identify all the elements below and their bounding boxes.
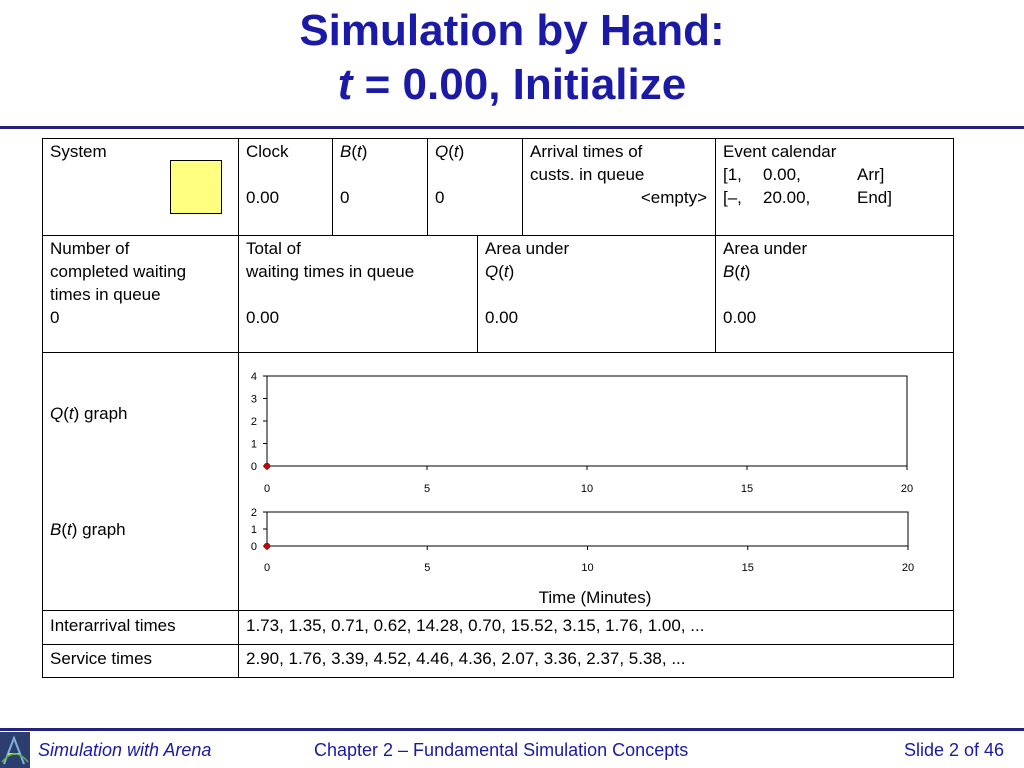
event-entity: [1, <box>723 165 742 184</box>
b-x-tick-label: 10 <box>581 562 594 574</box>
interarrival-label-cell <box>42 612 184 639</box>
clock-label: Clock <box>246 142 289 161</box>
service-values-cell <box>238 645 694 672</box>
area-b-t: t <box>740 262 745 281</box>
total-wait-label-2: waiting times in queue <box>246 262 415 281</box>
num-completed-cell <box>42 235 194 331</box>
event-type: Arr] <box>857 165 885 184</box>
footer-right: Slide 2 of 46 <box>904 740 1005 760</box>
q-label: Q(t) <box>435 142 465 161</box>
area-b-label-2: B(t) <box>723 262 751 281</box>
num-completed-label-2: completed waiting <box>50 262 187 281</box>
area-q-label-2: Q(t) <box>485 262 515 281</box>
event-time: 0.00, <box>763 165 801 184</box>
b-y-tick-label: 0 <box>250 541 257 553</box>
q-graph-post: graph <box>79 404 128 423</box>
b-y-tick-label: 1 <box>250 524 257 536</box>
area-q-t: t <box>503 262 509 281</box>
num-completed-label-1: Number of <box>50 239 130 258</box>
arena-logo-icon <box>0 732 30 768</box>
q-y-tick-label: 3 <box>250 393 257 406</box>
total-wait-label-1: Total of <box>246 239 301 258</box>
service-label: Service times <box>50 649 153 668</box>
total-wait-cell <box>238 235 422 331</box>
q-x-tick-label: 0 <box>263 483 271 495</box>
q-graph-t: t <box>68 404 74 423</box>
num-completed-label-3: times in queue <box>50 285 161 304</box>
num-completed-value: 0 <box>50 308 60 327</box>
clock-cell <box>238 138 297 211</box>
service-label-cell <box>42 645 160 672</box>
q-graph-label: Q(t) graph <box>50 404 128 423</box>
b-cell <box>332 138 375 211</box>
b-x-tick-label: 20 <box>901 562 915 574</box>
event-calendar-title: Event calendar <box>723 142 837 161</box>
arrival-cell <box>522 138 715 211</box>
q-y-tick-label: 4 <box>250 371 257 383</box>
b-y-tick-label: 2 <box>250 507 257 519</box>
title-t-variable: t <box>337 60 353 109</box>
arrival-label-2: custs. in queue <box>530 165 645 184</box>
area-q-label-1: Area under <box>485 239 570 258</box>
event-type: End] <box>857 188 892 207</box>
server-box <box>170 160 222 214</box>
q-chart <box>251 371 913 495</box>
b-x-tick-label: 15 <box>741 562 754 574</box>
b-chart <box>251 507 914 574</box>
event-calendar-cell <box>715 138 954 211</box>
event-entity: [–, <box>723 188 742 207</box>
system-label: System <box>50 142 107 161</box>
q-y-tick-label: 0 <box>250 461 257 473</box>
q-y-tick-label: 2 <box>250 416 257 428</box>
total-wait-value: 0.00 <box>246 308 280 327</box>
b-graph-t: t <box>67 520 72 539</box>
area-b-label-1: Area under <box>723 239 808 258</box>
clock-value: 0.00 <box>246 188 280 207</box>
slide-title <box>0 4 1024 112</box>
area-b-value: 0.00 <box>723 308 757 327</box>
b-graph-label: B(t) graph <box>50 520 126 539</box>
b-label-t: t <box>357 142 362 161</box>
q-data-point <box>264 463 270 469</box>
title-line-1: Simulation by Hand: <box>299 6 725 55</box>
event-row <box>723 186 946 209</box>
area-q-cell <box>477 235 577 331</box>
arrival-label-1: Arrival times of <box>530 142 643 161</box>
q-x-tick-label: 20 <box>900 483 914 495</box>
arrival-value: <empty> <box>640 188 707 207</box>
b-value: 0 <box>340 188 350 207</box>
title-line-2-rest: = 0.00, Initialize <box>352 60 687 109</box>
system-cell <box>42 138 115 165</box>
b-x-tick-label: 0 <box>263 562 271 574</box>
q-y-tick-label: 1 <box>250 438 257 451</box>
q-x-tick-label: 15 <box>740 483 754 495</box>
footer-divider <box>0 728 1024 731</box>
area-b-pre: B <box>723 262 735 281</box>
q-x-tick-label: 5 <box>423 483 431 495</box>
area-b-cell <box>715 235 815 331</box>
q-cell <box>427 138 472 211</box>
footer-left: Simulation with Arena <box>38 740 212 760</box>
q-x-tick-label: 10 <box>580 483 594 495</box>
interarrival-label: Interarrival times <box>50 616 176 635</box>
x-axis-label: Time (Minutes) <box>538 588 652 607</box>
b-graph-post: graph <box>77 520 126 539</box>
interarrival-values: 1.73, 1.35, 0.71, 0.62, 14.28, 0.70, 15.52, 3.15, 1.76, 1.00, ... <box>246 616 705 635</box>
b-plot-frame <box>267 512 908 546</box>
b-label: B(t) <box>340 142 368 161</box>
b-label-pre: B <box>340 142 352 161</box>
b-x-tick-label: 5 <box>424 562 431 574</box>
title-line-2 <box>0 58 1024 112</box>
q-value: 0 <box>435 188 445 207</box>
service-values: 2.90, 1.76, 3.39, 4.52, 4.46, 4.36, 2.07, 3.36, 2.37, 5.38, ... <box>246 649 686 668</box>
area-q-pre: Q <box>485 262 499 281</box>
q-plot-frame <box>267 376 907 466</box>
footer-center: Chapter 2 – Fundamental Simulation Concepts <box>314 740 689 760</box>
q-graph-pre: Q <box>50 404 64 423</box>
q-label-pre: Q <box>435 142 449 161</box>
event-row <box>723 163 946 186</box>
b-data-point <box>264 543 270 549</box>
title-divider <box>0 126 1024 129</box>
area-q-value: 0.00 <box>485 308 519 327</box>
charts-area <box>238 352 958 612</box>
interarrival-values-cell <box>238 612 712 639</box>
b-graph-pre: B <box>50 520 62 539</box>
q-label-t: t <box>453 142 459 161</box>
event-time: 20.00, <box>763 188 811 207</box>
